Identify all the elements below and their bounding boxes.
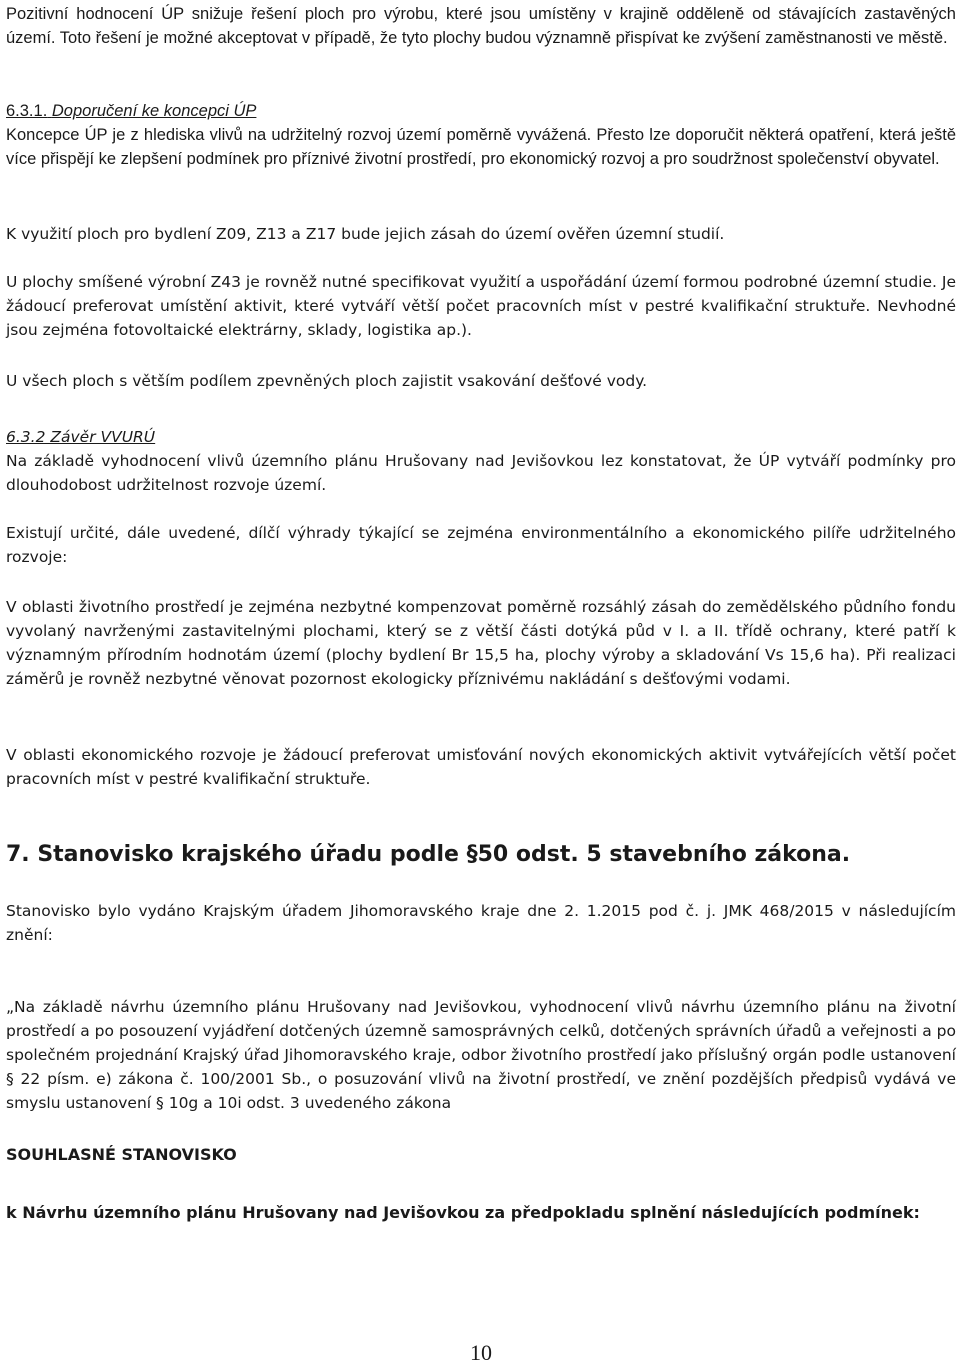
paragraph-mixed-production: U plochy smíšené výrobní Z43 je rovněž nutné specifikovat využití a uspořádání území formou podrobné územní studie. Je žádoucí preferovat umístění aktivit, které vytváří větší počet pracovních míst v pestré kvalifikační struktuře. Nevhodné jsou zejména fotovoltaické elektrárny, sklady, logistika ap.). xyxy=(6,273,956,339)
section-title: Doporučení ke koncepci ÚP xyxy=(51,102,257,120)
paragraph-opinion-text xyxy=(6,995,956,1115)
section-sign: § xyxy=(156,1094,164,1112)
paragraph-opinion-issued: Stanovisko bylo vydáno Krajským úřadem Jihomoravského kraje dne 2. 1.2015 pod č. j. JMK 468/2015 v následujícím znění: xyxy=(6,902,956,944)
section-heading-6-3-2: 6.3.2 Závěr VVURÚ xyxy=(6,428,156,446)
paragraph-intro: Pozitivní hodnocení ÚP snižuje řešení ploch pro výrobu, které jsou umístěny v krajině odděleně od stávajících zastavěných území. Toto řešení je možné akceptovat v případě, že tyto plochy budou významně přispívat ke zvýšení zaměstnanosti ve městě. xyxy=(6,5,956,47)
approving-opinion-heading: SOUHLASNÉ STANOVISKO xyxy=(6,1145,237,1164)
chapter-heading-text-end: 50 odst. 5 stavebního zákona. xyxy=(477,842,851,867)
page-number: 10 xyxy=(470,1340,492,1365)
section-sign: § xyxy=(466,842,478,867)
paragraph-reservations: Existují určité, dále uvedené, dílčí výhrady týkající se zejména environmentálního a ekonomického pilíře udržitelného rozvoje: xyxy=(6,524,956,566)
paragraph-environment: V oblasti životního prostředí je zejména nezbytné kompenzovat poměrně rozsáhlý zásah do zemědělského půdního fondu vyvolaný navrženými zastavitelnými plochami, který se z větší části dotýká půd v I. a II. třídě ochrany, které patří k významným přírodním hodnotám území (plochy bydlení Br 15,5 ha, plochy výroby a skladování Vs 15,6 ha). Při realizaci záměrů je rovněž nezbytné věnovat pozornost ekologicky příznivému nakládání s dešťovými vodami. xyxy=(6,598,956,688)
document-page xyxy=(6,0,956,1364)
paragraph-rainwater: U všech ploch s větším podílem zpevněných ploch zajistit vsakování dešťové vody. xyxy=(6,372,648,390)
paragraph-housing-study: K využití ploch pro bydlení Z09, Z13 a Z17 bude jejich zásah do území ověřen územní studií. xyxy=(6,225,725,243)
chapter-heading-7 xyxy=(6,840,956,870)
section-sign: § xyxy=(6,1070,14,1088)
section-heading-6-3-1 xyxy=(6,99,956,123)
chapter-heading-text: 7. Stanovisko krajského úřadu podle xyxy=(6,842,467,867)
opinion-text-part: „Na základě návrhu územního plánu Hrušovany nad Jevišovkou, vyhodnocení vlivů návrhu územního plánu na životní prostředí a po posouzení vyjádření dotčených územně samosprávných celků, dotčených správních úřadů a veřejnosti a po společném projednání Krajský úřad Jihomoravského kraje, odbor životního prostředí jako příslušný orgán podle ustanovení xyxy=(6,998,956,1064)
conditions-heading: k Návrhu územního plánu Hrušovany nad Jevišovkou za předpokladu splnění následujících podmínek: xyxy=(6,1203,920,1222)
paragraph-concept: Koncepce ÚP je z hlediska vlivů na udržitelný rozvoj území poměrně vyvážená. Přesto lze doporučit některá opatření, která ještě více přispějí ke zlepšení podmínek pro příznivé životní prostředí, pro ekonomický rozvoj a pro soudržnost společenství obyvatel. xyxy=(6,126,956,168)
paragraph-economy: V oblasti ekonomického rozvoje je žádoucí preferovat umisťování nových ekonomických aktivit vytvářejících větší počet pracovních míst v pestré kvalifikační struktuře. xyxy=(6,746,956,788)
paragraph-conclusion: Na základě vyhodnocení vlivů územního plánu Hrušovany nad Jevišovkou lez konstatovat, že ÚP vytváří podmínky pro dlouhodobost udržitelnost rozvoje území. xyxy=(6,452,956,494)
opinion-text-part: 10g a 10i odst. 3 uvedeného zákona xyxy=(163,1094,452,1112)
opinion-text-part: 22 písm. e) zákona č. 100/2001 Sb., o posuzování vlivů na životní prostředí, ve znění pozdějších předpisů vydává ve smyslu ustanovení xyxy=(6,1070,956,1112)
section-number: 6.3.1. xyxy=(6,102,48,120)
